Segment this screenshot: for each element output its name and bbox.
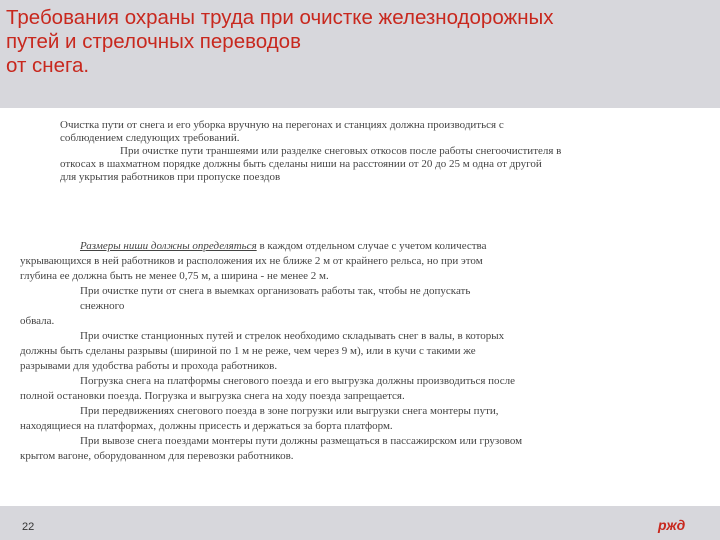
page-title: [6, 6, 706, 78]
text-line: разрывами для удобства работы и прохода работников.: [20, 360, 278, 372]
text-line: При очистке пути траншеями или разделке снеговых откосов после работы снегоочистителя в: [120, 145, 562, 157]
svg-text:ржд: ржд: [658, 517, 686, 533]
text-line: находящиеся на платформах, должны присесть и держаться за борта платформ.: [20, 420, 393, 432]
text-line: снежного: [80, 300, 125, 312]
text-line: [20, 240, 670, 253]
text-line: При передвижениях снегового поезда в зоне погрузки или выгрузки снега монтеры пути,: [80, 405, 499, 417]
text-line: укрывающихся в ней работников и расположения их не ближе 2 м от крайнего рельса, но при этом: [20, 255, 483, 267]
text-line: При очистке пути от снега в выемках организовать работы так, чтобы не допускать: [80, 285, 471, 297]
text-line: Очистка пути от снега и его уборка вручную на перегонах и станциях должна производиться с: [60, 119, 504, 131]
title-line: путей и стрелочных переводов: [6, 30, 301, 53]
text-line: глубина ее должна быть не менее 0,75 м, а ширина - не менее 2 м.: [20, 270, 329, 282]
text-line: крытом вагоне, оборудованном для перевозки работников.: [20, 450, 294, 462]
text-fragment: в каждом отдельном случае с учетом количества: [256, 240, 487, 252]
text-line: полной остановки поезда. Погрузка и выгрузка снега на ходу поезда запрещается.: [20, 390, 405, 402]
text-line: для укрытия работников при пропуске поездов: [60, 171, 281, 183]
text-line: соблюдением следующих требований.: [60, 132, 240, 144]
requirements-block: [20, 240, 670, 465]
text-line: Погрузка снега на платформы снегового поезда и его выгрузка должны производиться после: [80, 375, 516, 387]
text-line: должны быть сделаны разрывы (шириной по 1 м не реже, чем через 9 м), или в кучи с такими же: [20, 345, 476, 357]
text-line: откосах в шахматном порядке должны быть сделаны ниши на расстоянии от 20 до 25 м одна от другой: [60, 158, 542, 170]
page-number: 22: [22, 521, 35, 533]
text-line: обвала.: [20, 315, 55, 327]
title-line: Требования охраны труда при очистке железнодорожных: [6, 6, 554, 29]
text-line: При очистке станционных путей и стрелок необходимо складывать снег в валы, в которых: [80, 330, 505, 342]
niche-size-emphasis: Размеры ниши должны определяться: [80, 240, 257, 252]
text-line: При вывозе снега поездами монтеры пути должны размещаться в пассажирском или грузовом: [80, 435, 523, 447]
intro-block: [60, 119, 680, 184]
title-line: от снега.: [6, 54, 90, 77]
rzd-logo-icon: [656, 516, 692, 534]
footer-band: [0, 506, 720, 540]
